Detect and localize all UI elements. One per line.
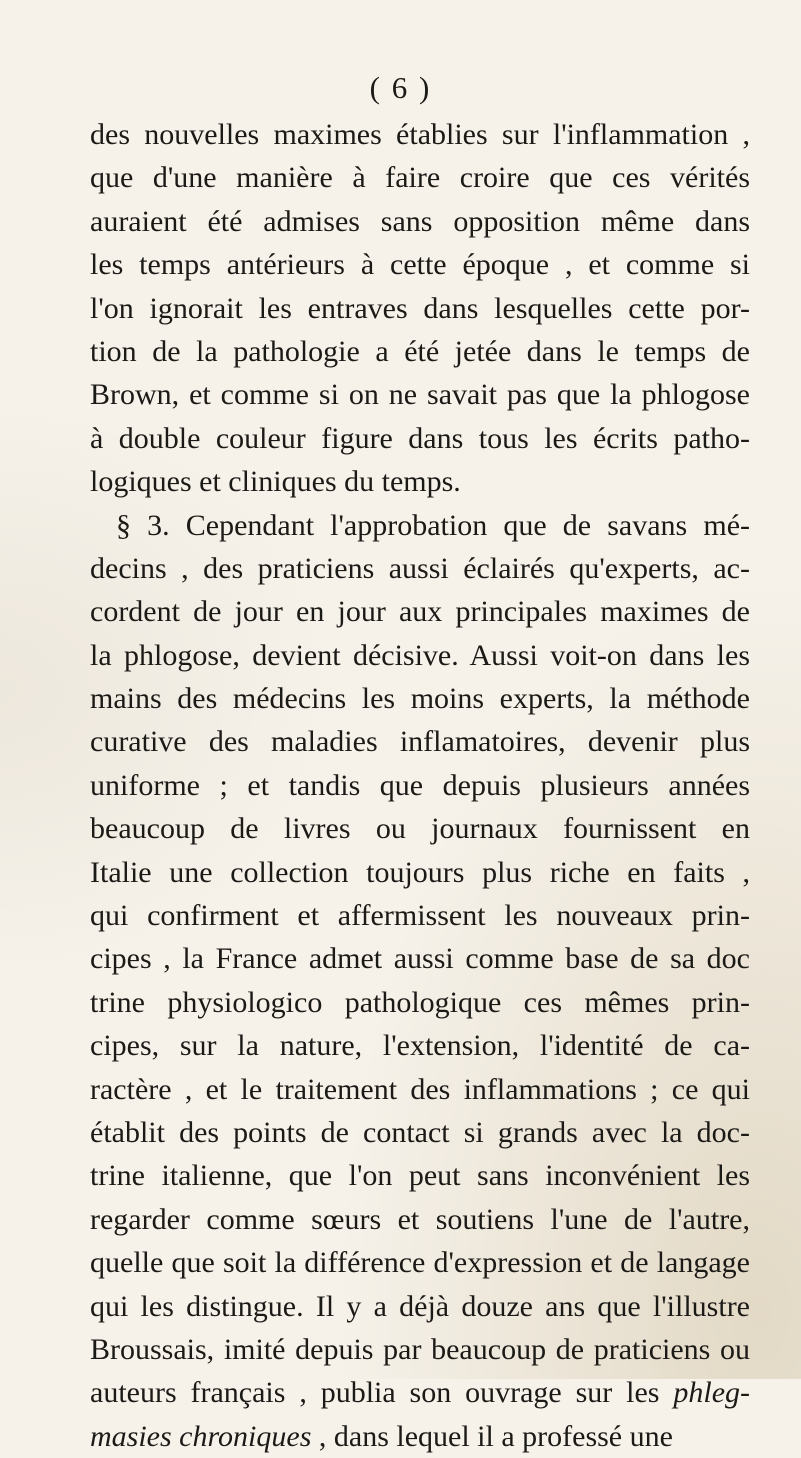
text-line: trine physiologico pathologique ces mêmes prin- [90,985,750,1019]
text-line: uniforme ; et tandis que depuis plusieurs années [90,768,750,802]
page-number: ( 6 ) [369,70,432,105]
text-line: logiques et cliniques du temps. [90,465,461,499]
text-line: Brown, et comme si on ne savait pas que la phlogose [90,378,750,412]
text-segment: , dans lequel il a professé une [311,1419,673,1453]
text-line: cordent de jour en jour aux principales maximes de [90,595,750,629]
text-line: qui confirment et affermissent les nouveaux prin- [90,899,750,933]
text-line: les temps antérieurs à cette époque , et comme si [90,248,750,282]
body-text [90,113,750,1458]
text-line: que d'une manière à faire croire que ces vérités [90,161,750,195]
text-line: à double couleur figure dans tous les écrits patho- [90,421,750,455]
text-line: auraient été admises sans opposition même dans [90,204,750,238]
text-line: quelle que soit la différence d'expression et de langage [90,1246,750,1280]
text-line: cipes, sur la nature, l'extension, l'identité de ca- [90,1029,750,1063]
text-line: établit des points de contact si grands avec la doc- [90,1115,750,1149]
paragraph-start-line: § 3. Cependant l'approbation que de savans mé- [116,508,750,542]
text-line: des nouvelles maximes établies sur l'inflammation , [90,118,750,151]
text-line: regarder comme sœurs et soutiens l'une de l'autre, [90,1202,750,1236]
text-line-with-italic [90,1415,750,1458]
text-line: l'on ignorait les entraves dans lesquelles cette por- [90,291,750,325]
text-line: la phlogose, devient décisive. Aussi voit-on dans les [90,638,750,672]
text-line: tion de la pathologie a été jetée dans le temps de [90,334,750,368]
text-line: beaucoup de livres ou journaux fournissent en [90,812,750,846]
text-line: trine italienne, que l'on peut sans inconvénient les [90,1159,750,1193]
text-line: Broussais, imité depuis par beaucoup de praticiens ou [90,1332,750,1366]
text-line: ractère , et le traitement des inflammations ; ce qui [90,1072,750,1106]
text-line: mains des médecins les moins experts, la méthode [90,682,750,716]
italic-title: masies chroniques [90,1419,312,1453]
text-line: cipes , la France admet aussi comme base de sa doc [90,942,750,976]
text-line: curative des maladies inflamatoires, devenir plus [90,725,750,759]
text-line: Italie une collection toujours plus riche en faits , [90,855,750,889]
text-line: decins , des praticiens aussi éclairés qu'experts, ac- [90,551,750,585]
text-line: qui les distingue. Il y a déjà douze ans que l'illustre [90,1289,750,1323]
italic-title-part: phleg- [673,1376,751,1410]
text-line-with-italic [90,1371,750,1414]
text-segment: auteurs français , publia son ouvrage sur les [90,1376,660,1410]
